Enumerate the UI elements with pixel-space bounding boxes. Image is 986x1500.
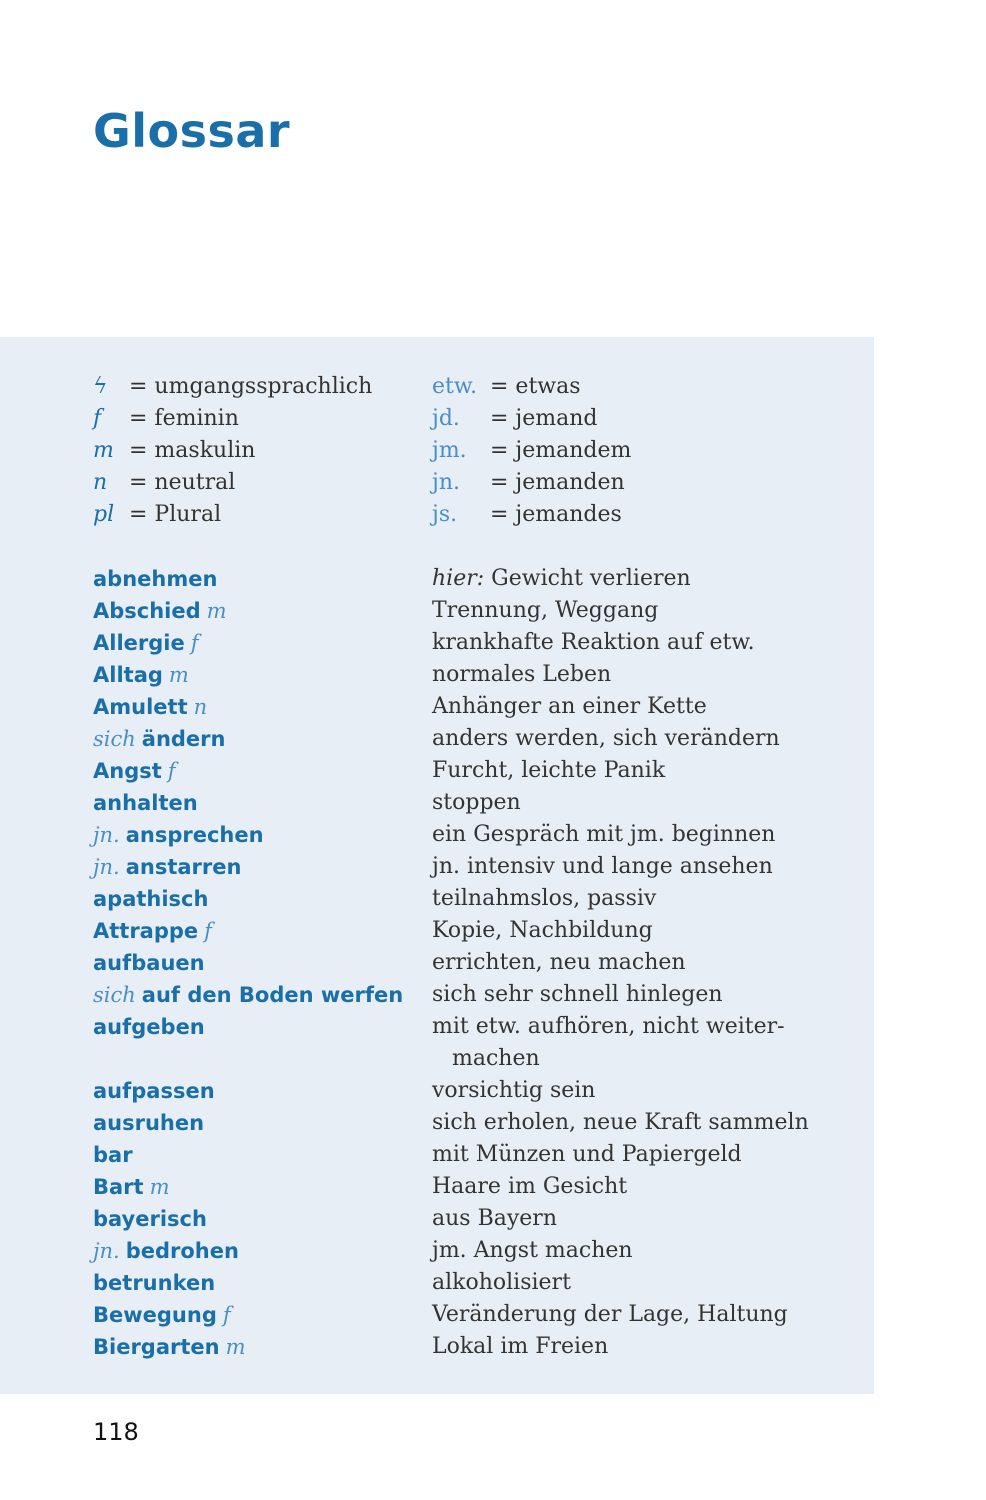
glossary-entry xyxy=(93,627,813,659)
abbreviation-row xyxy=(432,467,631,499)
term-word: ansprechen xyxy=(125,823,264,847)
glossary-definition xyxy=(432,1171,813,1203)
glossary-definition xyxy=(432,595,813,627)
definition-text: krankhafte Reaktion auf etw. xyxy=(432,630,755,655)
term-gender: m xyxy=(225,1335,246,1359)
glossary-definition xyxy=(432,1203,813,1235)
glossary-entry xyxy=(93,979,813,1011)
term-word: aufpassen xyxy=(93,1079,215,1103)
glossary-definition xyxy=(432,1235,813,1267)
abbreviation-row xyxy=(93,371,372,403)
term-word: Abschied xyxy=(93,599,201,623)
definition-text: jm. Angst machen xyxy=(432,1238,633,1263)
term-prefix: jn. xyxy=(93,823,120,847)
term-word: Alltag xyxy=(93,663,163,687)
definition-text: mit etw. aufhören, nicht weiter- xyxy=(432,1014,785,1039)
definition-text: Furcht, leichte Panik xyxy=(432,758,666,783)
abbreviation-row xyxy=(93,499,372,531)
glossary-definition xyxy=(432,819,813,851)
glossary-definition xyxy=(432,1331,813,1363)
glossary-definition xyxy=(432,755,813,787)
abbreviation-legend-left xyxy=(93,371,372,531)
abbreviation-row xyxy=(93,467,372,499)
term-word: bar xyxy=(93,1143,133,1167)
definition-text: aus Bayern xyxy=(432,1206,557,1231)
abbreviation-symbol: jn. xyxy=(432,470,460,495)
glossary-term xyxy=(93,1331,432,1363)
glossary-term xyxy=(93,883,432,915)
glossary-definition xyxy=(432,627,813,659)
glossary-entry xyxy=(93,1235,813,1267)
definition-text: Gewicht verlieren xyxy=(484,566,691,591)
term-word: bayerisch xyxy=(93,1207,207,1231)
term-word: anhalten xyxy=(93,791,198,815)
definition-text: teilnahmslos, passiv xyxy=(432,886,657,911)
glossary-entry xyxy=(93,883,813,915)
abbreviation-symbol: jd. xyxy=(432,406,460,431)
definition-text: stoppen xyxy=(432,790,521,815)
definition-text: Haare im Gesicht xyxy=(432,1174,628,1199)
term-gender: m xyxy=(168,663,189,687)
glossary-term xyxy=(93,755,432,787)
definition-text: Lokal im Freien xyxy=(432,1334,609,1359)
term-word: aufgeben xyxy=(93,1015,205,1039)
abbreviation-meaning: = umgangssprachlich xyxy=(129,374,373,399)
abbreviation-symbol: pl xyxy=(93,502,115,527)
glossary-entry xyxy=(93,819,813,851)
abbreviation-meaning: = jemandem xyxy=(490,438,632,463)
term-gender: f xyxy=(190,631,199,655)
term-word: apathisch xyxy=(93,887,209,911)
term-gender: f xyxy=(167,759,176,783)
term-word: Allergie xyxy=(93,631,185,655)
glossary-entry xyxy=(93,1203,813,1235)
abbreviation-meaning: = neutral xyxy=(129,470,236,495)
abbreviation-symbol: jm. xyxy=(432,438,467,463)
glossary-definition xyxy=(432,1299,813,1331)
abbreviation-symbol: ϟ xyxy=(93,374,108,399)
term-gender: m xyxy=(206,599,227,623)
definition-text: ein Gespräch mit jm. beginnen xyxy=(432,822,776,847)
term-word: Attrappe xyxy=(93,919,199,943)
abbreviation-symbol: m xyxy=(93,438,114,463)
glossary-term xyxy=(93,691,432,723)
glossary-entry xyxy=(93,755,813,787)
glossary-term xyxy=(93,851,432,883)
definition-text: mit Münzen und Papiergeld xyxy=(432,1142,742,1167)
glossary-entry xyxy=(93,1171,813,1203)
term-gender: n xyxy=(193,695,208,719)
glossary-term xyxy=(93,1139,432,1171)
term-word: Biergarten xyxy=(93,1335,220,1359)
glossary-entry xyxy=(93,1139,813,1171)
abbreviation-meaning: = maskulin xyxy=(129,438,256,463)
glossary-term xyxy=(93,1107,432,1139)
abbreviation-meaning: = jemand xyxy=(490,406,598,431)
abbreviation-meaning: = feminin xyxy=(129,406,239,431)
glossary-definition xyxy=(432,787,813,819)
term-prefix: sich xyxy=(93,983,136,1007)
abbreviation-row xyxy=(93,403,372,435)
abbreviation-meaning: = jemandes xyxy=(490,502,622,527)
glossary-entry xyxy=(93,1267,813,1299)
term-gender: f xyxy=(222,1303,231,1327)
abbreviation-meaning: = jemanden xyxy=(490,470,625,495)
abbreviation-symbol: js. xyxy=(432,502,458,527)
glossary-entry xyxy=(93,1107,813,1139)
abbreviation-symbol: f xyxy=(93,406,102,431)
glossary-term xyxy=(93,1075,432,1107)
page-title: Glossar xyxy=(93,104,291,158)
abbreviation-row xyxy=(93,435,372,467)
glossary-entry xyxy=(93,787,813,819)
term-prefix: jn. xyxy=(93,1239,120,1263)
abbreviation-meaning: = etwas xyxy=(490,374,581,399)
glossary-term xyxy=(93,979,432,1011)
definition-text: normales Leben xyxy=(432,662,612,687)
glossary-entry xyxy=(93,1075,813,1107)
definition-text: Trennung, Weggang xyxy=(432,598,659,623)
glossary-definition xyxy=(432,915,813,947)
glossary-definition xyxy=(432,1139,813,1171)
glossary-term xyxy=(93,595,432,627)
definition-text: Kopie, Nachbildung xyxy=(432,918,653,943)
glossary-entry xyxy=(93,595,813,627)
glossary-definition xyxy=(432,1267,813,1299)
glossary-definition xyxy=(432,979,813,1011)
abbreviation-row xyxy=(432,371,631,403)
glossary-term xyxy=(93,1235,432,1267)
abbreviation-meaning: = Plural xyxy=(129,502,222,527)
term-word: aufbauen xyxy=(93,951,205,975)
abbreviation-row xyxy=(432,403,631,435)
glossary-entry xyxy=(93,947,813,979)
abbreviation-row xyxy=(432,435,631,467)
glossary-entry xyxy=(93,563,813,595)
glossary-list xyxy=(93,563,813,1363)
glossary-entry xyxy=(93,915,813,947)
term-prefix: jn. xyxy=(93,855,120,879)
abbreviation-row xyxy=(432,499,631,531)
definition-continuation: machen xyxy=(452,1046,540,1071)
term-word: Bart xyxy=(93,1175,144,1199)
glossary-definition xyxy=(432,1107,813,1139)
term-word: bedrohen xyxy=(125,1239,239,1263)
glossary-term xyxy=(93,627,432,659)
glossary-definition xyxy=(432,883,813,915)
glossary-definition xyxy=(432,563,813,595)
glossary-term xyxy=(93,1171,432,1203)
glossary-definition xyxy=(432,1011,813,1075)
term-word: anstarren xyxy=(125,855,242,879)
term-word: Angst xyxy=(93,759,162,783)
term-prefix: sich xyxy=(93,727,136,751)
abbreviation-symbol: n xyxy=(93,470,108,495)
definition-text: sich erholen, neue Kraft sammeln xyxy=(432,1110,809,1135)
glossary-definition xyxy=(432,659,813,691)
definition-text: Veränderung der Lage, Haltung xyxy=(432,1302,788,1327)
glossary-term xyxy=(93,659,432,691)
abbreviation-symbol: etw. xyxy=(432,374,478,399)
definition-qualifier: hier: xyxy=(432,566,485,591)
glossary-term xyxy=(93,1011,432,1075)
glossary-term xyxy=(93,1203,432,1235)
glossary-term xyxy=(93,723,432,755)
glossary-entry xyxy=(93,1331,813,1363)
definition-text: alkoholisiert xyxy=(432,1270,571,1295)
term-word: betrunken xyxy=(93,1271,216,1295)
glossary-term xyxy=(93,915,432,947)
glossary-term xyxy=(93,1299,432,1331)
term-gender: m xyxy=(149,1175,170,1199)
term-word: ändern xyxy=(141,727,226,751)
glossary-definition xyxy=(432,851,813,883)
definition-text: anders werden, sich verändern xyxy=(432,726,780,751)
glossary-definition xyxy=(432,691,813,723)
glossary-term xyxy=(93,947,432,979)
glossary-term xyxy=(93,1267,432,1299)
glossary-term xyxy=(93,563,432,595)
term-word: Bewegung xyxy=(93,1303,217,1327)
glossary-entry xyxy=(93,1011,813,1075)
abbreviation-legend-right xyxy=(432,371,631,531)
term-gender: f xyxy=(204,919,212,943)
definition-text: errichten, neu machen xyxy=(432,950,686,975)
term-word: auf den Boden werfen xyxy=(141,983,404,1007)
glossary-definition xyxy=(432,723,813,755)
definition-text: Anhänger an einer Kette xyxy=(432,694,707,719)
definition-text: jn. intensiv und lange ansehen xyxy=(432,854,773,879)
glossary-entry xyxy=(93,723,813,755)
glossary-term xyxy=(93,819,432,851)
glossary-entry xyxy=(93,691,813,723)
glossary-entry xyxy=(93,659,813,691)
term-word: ausruhen xyxy=(93,1111,205,1135)
glossary-entry xyxy=(93,1299,813,1331)
definition-text: sich sehr schnell hinlegen xyxy=(432,982,723,1007)
glossary-definition xyxy=(432,947,813,979)
glossary-term xyxy=(93,787,432,819)
term-word: Amulett xyxy=(93,695,188,719)
glossary-entry xyxy=(93,851,813,883)
term-word: abnehmen xyxy=(93,567,218,591)
definition-text: vorsichtig sein xyxy=(432,1078,596,1103)
glossary-definition xyxy=(432,1075,813,1107)
page-number: 118 xyxy=(93,1418,139,1446)
